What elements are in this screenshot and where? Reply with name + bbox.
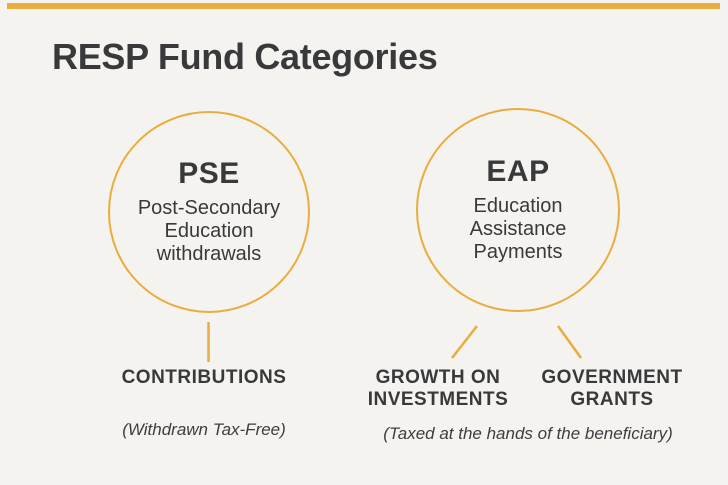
- page-title: RESP Fund Categories: [52, 36, 438, 77]
- eap-description-line-2: Assistance: [469, 218, 567, 240]
- government-grants-label: GOVERNMENT GRANTS: [541, 367, 683, 410]
- growth-on-investments-label: GROWTH ON INVESTMENTS: [367, 367, 509, 410]
- pse-circle: [108, 111, 310, 313]
- pse-description-line-1: Post-Secondary: [137, 197, 281, 219]
- accent-top-bar: [7, 3, 720, 9]
- pse-description-line-2: Education: [164, 220, 254, 242]
- eap-acronym: EAP: [486, 155, 550, 188]
- eap-description-line-1: Education: [473, 195, 563, 217]
- pse-acronym: PSE: [178, 157, 240, 190]
- eap-circle: [416, 108, 620, 312]
- eap-growth-connector-line: [452, 326, 477, 358]
- eap-tax-note: (Taxed at the hands of the beneficiary): [383, 424, 673, 443]
- pse-tax-note: (Withdrawn Tax-Free): [122, 420, 286, 439]
- eap-description-line-3: Payments: [473, 241, 563, 263]
- pse-description-line-3: withdrawals: [156, 243, 262, 265]
- eap-grants-connector-line: [558, 326, 581, 358]
- contributions-label: CONTRIBUTIONS: [121, 367, 287, 388]
